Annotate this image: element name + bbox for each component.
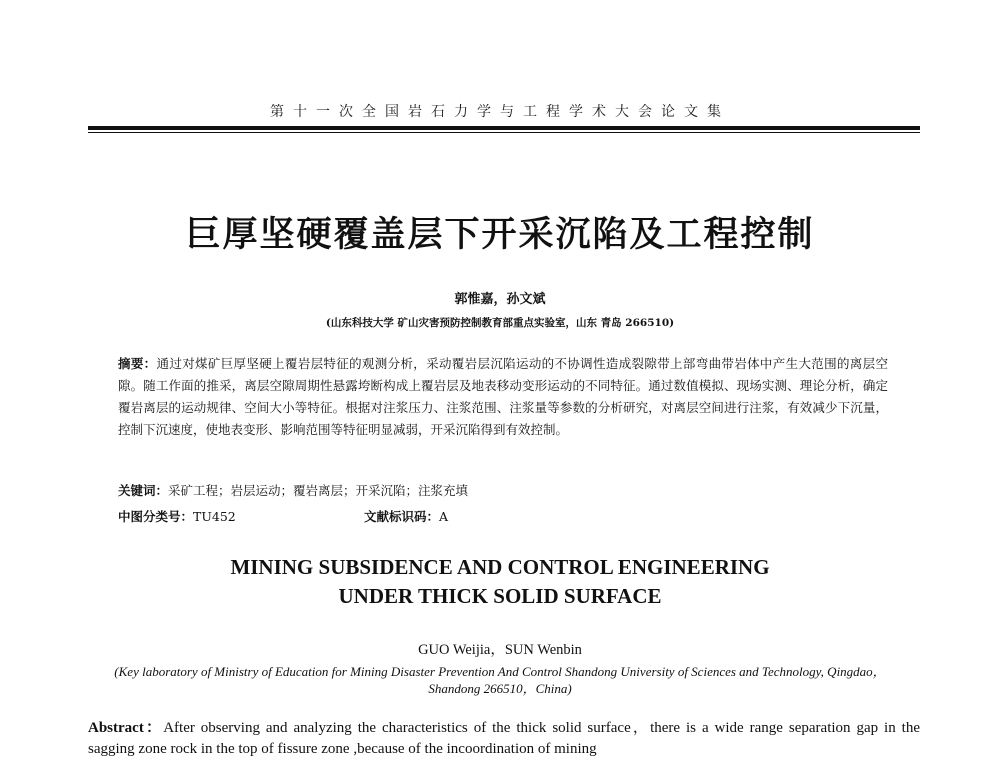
english-authors: GUO Weijia，SUN Wenbin [418, 642, 582, 658]
english-abstract [88, 718, 920, 760]
keywords-label: 关键词： [118, 483, 169, 498]
english-title-line-2: UNDER THICK SOLID SURFACE [338, 584, 662, 608]
chinese-title: 巨厚坚硬覆盖层下开采沉陷及工程控制 [185, 215, 815, 255]
doc-code-label: 文献标识码： [364, 509, 440, 524]
chinese-abstract [118, 353, 888, 441]
english-title [0, 553, 1000, 611]
doc-code-value: A [439, 509, 449, 524]
chinese-keywords [118, 481, 468, 499]
running-header: 第十一次全国岩石力学与工程学术大会论文集 [270, 104, 730, 120]
clc-value: TU452 [193, 509, 236, 524]
chinese-abstract-text: 通过对煤矿巨厚坚硬上覆岩层特征的观测分析，采动覆岩层沉陷运动的不协调性造成裂隙带上部弯曲带岩体中产生大范围的离层空隙。随工作面的推采，离层空隙周期性悬露垮断构成上覆岩层及地表移动变形运动的不同特征。通过数值模拟、现场实测、理论分析，确定覆岩离层的运动规律、空间大小等特征。根据对注浆压力、注浆范围、注浆量等参数的分析研究，对离层空间进行注浆，有效减少下沉量，控制下沉速度，使地表变形、影响范围等特征明显减弱，开采沉陷得到有效控制。 [118, 356, 888, 437]
chinese-affiliation: (山东科技大学 矿山灾害预防控制教育部重点实验室，山东 青岛 266510) [325, 317, 675, 329]
keywords-text: 采矿工程；岩层运动；覆岩离层；开采沉陷；注浆充填 [168, 483, 469, 498]
chinese-abstract-label: 摘要： [118, 356, 157, 371]
english-affiliation: (Key laboratory of Ministry of Education for Mining Disaster Prevention And Control Shandong University of Sciences and Technology, Qingdao，Shandong 266510，China) [114, 664, 886, 696]
english-abstract-label: Abstract： [88, 720, 164, 736]
chinese-authors: 郭惟嘉，孙文斌 [454, 292, 546, 307]
classification-line [118, 507, 898, 525]
header-rule-thick [88, 126, 920, 130]
header-rule-thin [88, 132, 920, 133]
english-title-line-1: MINING SUBSIDENCE AND CONTROL ENGINEERING [230, 555, 770, 579]
english-abstract-text: After observing and analyzing the characteristics of the thick solid surface，there is a wide range separation gap in the sagging zone rock in the top of fissure zone ,because of the incoordination of mining [88, 720, 920, 757]
clc-label: 中图分类号： [118, 509, 194, 524]
